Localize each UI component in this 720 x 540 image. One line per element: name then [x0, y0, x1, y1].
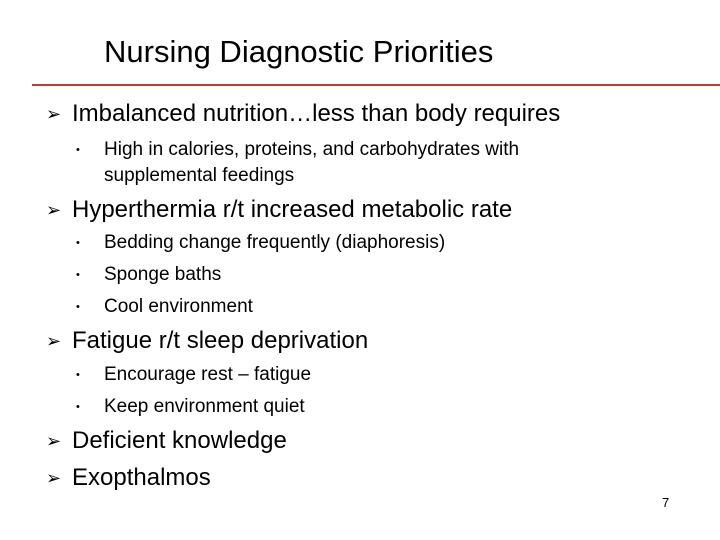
- dot-bullet-icon: •: [76, 269, 80, 281]
- dot-bullet-icon: •: [76, 144, 80, 156]
- dot-bullet-icon: •: [76, 369, 80, 381]
- sub-bullet-label: Keep environment quiet: [104, 396, 305, 417]
- bullet-label: Fatigue r/t sleep deprivation: [72, 327, 369, 354]
- arrow-bullet-icon: ➢: [46, 431, 62, 451]
- title-underline: [32, 84, 720, 86]
- sub-bullet-label: Bedding change frequently (diaphoresis): [104, 232, 446, 253]
- sub-bullet-label: Encourage rest – fatigue: [104, 364, 312, 385]
- bullet-label: Imbalanced nutrition…less than body requires: [72, 100, 561, 127]
- bullet-label: Deficient knowledge: [72, 427, 287, 454]
- dot-bullet-icon: •: [76, 401, 80, 413]
- arrow-bullet-icon: ➢: [46, 331, 62, 351]
- dot-bullet-icon: •: [76, 301, 80, 313]
- sub-bullet-label: Cool environment: [104, 296, 253, 317]
- arrow-bullet-icon: ➢: [46, 104, 62, 124]
- slide-title: Nursing Diagnostic Priorities: [104, 34, 494, 69]
- bullet-label: Hyperthermia r/t increased metabolic rate: [72, 196, 513, 223]
- arrow-bullet-icon: ➢: [46, 200, 62, 220]
- sub-bullet-label: Sponge baths: [104, 264, 222, 285]
- page-number: 7: [662, 495, 670, 510]
- sub-bullet-label: High in calories, proteins, and carbohydrates with: [104, 139, 520, 160]
- bullet-label: Exopthalmos: [72, 464, 211, 491]
- sub-bullet-label: supplemental feedings: [104, 165, 295, 186]
- arrow-bullet-icon: ➢: [46, 468, 62, 488]
- dot-bullet-icon: •: [76, 237, 80, 249]
